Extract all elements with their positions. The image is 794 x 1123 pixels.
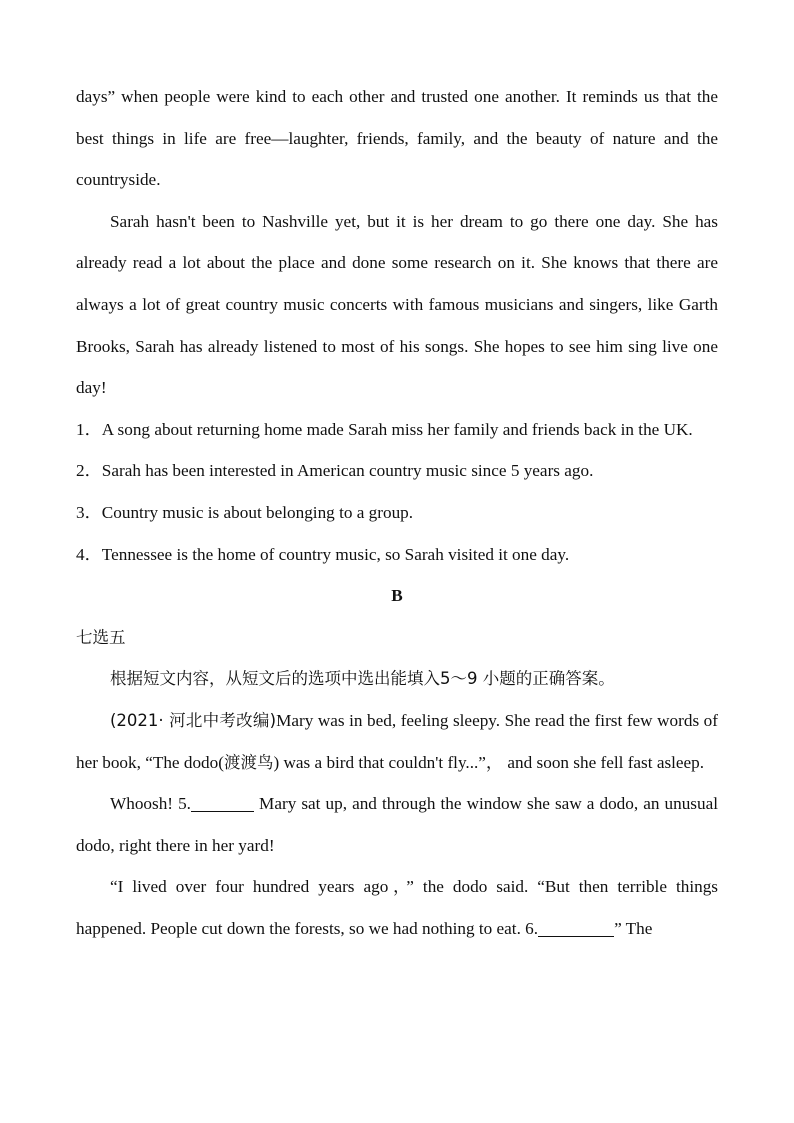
statement-text: Sarah has been interested in American country music since 5 years ago. bbox=[101, 461, 594, 481]
passage-b-paragraph-1 bbox=[76, 700, 718, 783]
passage-b-paragraph-2 bbox=[76, 783, 718, 866]
passage-text: ) was a bird that couldn't fly...”， and soon she fell fast asleep. bbox=[273, 752, 705, 772]
statement-text: Tennessee is the home of country music, so Sarah visited it one day. bbox=[101, 544, 570, 564]
statement-number: 3． bbox=[76, 502, 102, 522]
passage-text: Whoosh! 5. bbox=[110, 794, 191, 814]
statement-text: Country music is about belonging to a group. bbox=[101, 502, 414, 522]
passage-a-paragraph-2: Sarah hasn't been to Nashville yet, but it is her dream to go there one day. She has already read a lot about the place and done some research on it. She knows that there are always a lot of great country music concerts with famous musicians and singers, like Garth Brooks, Sarah has already listened to most of his songs. She hopes to see him sing live one day! bbox=[76, 211, 718, 398]
passage-text: Mary sat up, and through the window she saw a dodo, an unusual dodo, right there in her yard! bbox=[76, 794, 718, 855]
chinese-gloss: 渡渡鸟 bbox=[223, 752, 274, 772]
passage-text: Mary was in bed, feeling sleepy. She read the first few words of her book, “The dodo( bbox=[76, 710, 718, 772]
statement-number: 1． bbox=[76, 419, 102, 439]
source-note: (2021· 河北中考改编) bbox=[110, 710, 277, 730]
task-instruction: 根据短文内容，从短文后的选项中选出能填入5～9 小题的正确答案。 bbox=[110, 669, 615, 689]
passage-text: “I lived over four hundred years ago，” the dodo said. “But then terrible things happened. People cut down the forests, so we had nothing to eat. 6. bbox=[76, 877, 718, 938]
answer-blank-5[interactable] bbox=[191, 794, 254, 812]
passage-b-paragraph-3 bbox=[76, 866, 718, 949]
passage-a-paragraph-continued: days” when people were kind to each other and trusted one another. It reminds us that the best things in life are free—laughter, friends, family, and the beauty of nature and the countryside. bbox=[76, 87, 718, 190]
document-page bbox=[76, 76, 718, 949]
statement-3 bbox=[76, 492, 718, 534]
statement-2 bbox=[76, 450, 718, 492]
passage-text: ” The bbox=[614, 918, 653, 938]
statement-number: 2． bbox=[76, 461, 102, 481]
statement-number: 4． bbox=[76, 544, 102, 564]
section-b-title: B bbox=[391, 586, 403, 606]
answer-blank-6[interactable] bbox=[538, 919, 614, 937]
task-type-heading: 七选五 bbox=[76, 627, 126, 647]
statement-1 bbox=[76, 409, 718, 451]
statement-4 bbox=[76, 534, 718, 576]
statement-text: A song about returning home made Sarah miss her family and friends back in the UK. bbox=[101, 419, 693, 439]
